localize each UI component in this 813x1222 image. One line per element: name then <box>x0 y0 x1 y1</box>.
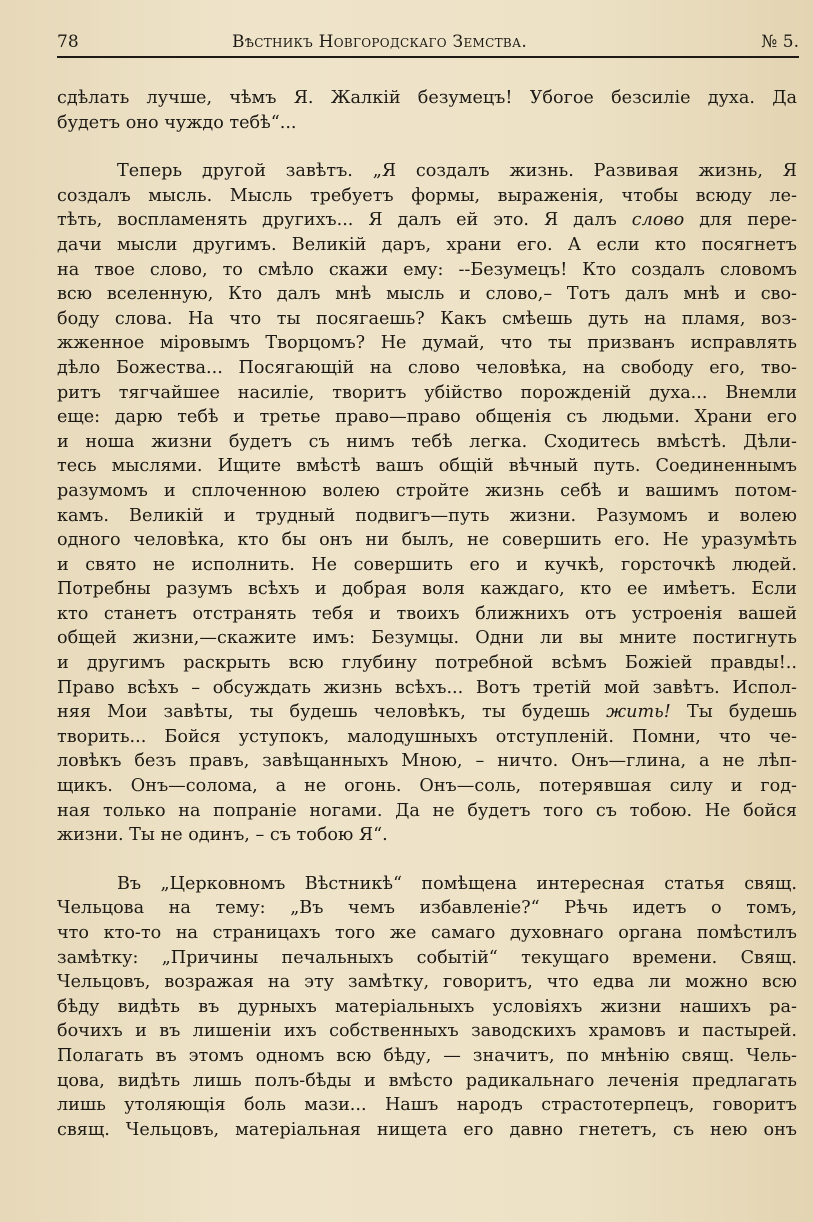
text-line: ная только на попраніе ногами. Да не будетъ того съ тобою. Не бойся <box>57 800 797 821</box>
page-number: 78 <box>57 32 79 52</box>
text-line: цова, видѣть лишь полъ-бѣды и вмѣсто радикальнаго леченія предлагать <box>57 1070 797 1091</box>
text-line: бочихъ и въ лишеніи ихъ собственныхъ заводскихъ храмовъ и пастырей. <box>57 1021 797 1042</box>
text-line: на твое слово, то смѣло скажи ему: --Безумецъ! Кто создалъ словомъ <box>57 259 797 280</box>
text-line: одного человѣка, кто бы онъ ни былъ, не совершить его. Не уразумѣть <box>57 530 797 551</box>
text-line: создалъ мысль. Мысль требуетъ формы, выраженія, чтобы всюду ле- <box>57 185 797 206</box>
text-line: дачи мысли другимъ. Великій даръ, храни его. А если кто посягнетъ <box>57 234 797 255</box>
issue-number: № 5. <box>761 32 799 52</box>
text-span: для пере- <box>699 210 797 231</box>
text-line: ловѣкъ безъ правъ, завѣщанныхъ Мною, – ничто. Онъ—глина, а не лѣп- <box>57 751 797 772</box>
emphasized-word: жить! <box>606 702 671 723</box>
text-line <box>57 700 797 725</box>
text-line: и другимъ раскрыть всю глубину потребной всѣмъ Божіей правды!.. <box>57 653 797 674</box>
text-span: няя Мои завѣты, ты будешь человѣкъ, ты будешь <box>57 702 591 723</box>
text-line: ритъ тягчайшее насиліе, творитъ убійство порожденій духа... Внемли <box>57 382 797 403</box>
text-line: дѣло Божества... Посягающій на слово человѣка, на свободу его, тво- <box>57 357 797 378</box>
text-line: Теперь другой завѣтъ. „Я создалъ жизнь. Развивая жизнь, Я <box>117 161 797 182</box>
emphasized-word: слово <box>631 210 685 231</box>
text-line: всю вселенную, Кто далъ мнѣ мысль и слово,– Тотъ далъ мнѣ и сво- <box>57 284 797 305</box>
text-line: боду слова. На что ты посягаешь? Какъ смѣешь дуть на пламя, воз- <box>57 308 797 329</box>
article-text <box>57 86 797 1142</box>
header-rule <box>57 56 799 58</box>
text-line: Чельцова на тему: „Въ чемъ избавленіе?“ Рѣчь идетъ о томъ, <box>57 898 797 919</box>
text-line: тесь мыслями. Ищите вмѣстѣ вашъ общій вѣчный путь. Соединеннымъ <box>57 456 797 477</box>
text-line: Въ „Церковномъ Вѣстникѣ“ помѣщена интересная статья свящ. <box>117 873 797 894</box>
text-line: камъ. Великій и трудный подвигъ—путь жизни. Разумомъ и волею <box>57 505 797 526</box>
text-line: замѣтку: „Причины печальныхъ событій“ текущаго времени. Свящ. <box>57 947 797 968</box>
text-line: еще: дарю тебѣ и третье право—право общенія съ людьми. Храни его <box>57 407 797 428</box>
text-line: свящ. Чельцовъ, матеріальная нищета его давно гнететъ, съ нею онъ <box>57 1119 797 1140</box>
text-line: творить... Бойся уступокъ, малодушныхъ отступленій. Помни, что че- <box>57 726 797 747</box>
text-line: общей жизни,—скажите имъ: Безумцы. Одни ли вы мните постигнуть <box>57 628 797 649</box>
text-line: Право всѣхъ – обсуждать жизнь всѣхъ... Вотъ третій мой завѣтъ. Испол- <box>57 677 797 698</box>
text-line <box>57 208 797 233</box>
text-line: бѣду видѣть въ дурныхъ матеріальныхъ условіяхъ жизни нашихъ ра- <box>57 996 797 1017</box>
journal-title: Вѣстникъ Новгородскаго Земства. <box>232 32 528 52</box>
text-line: лишь утоляющія боль мази... Нашъ народъ страстотерпецъ, говоритъ <box>57 1095 797 1116</box>
text-line: жженное міровымъ Творцомъ? Не думай, что ты призванъ исправлять <box>57 333 797 354</box>
text-line: что кто-то на страницахъ того же самаго духовнаго органа помѣстилъ <box>57 923 797 943</box>
text-line: Полагать въ этомъ одномъ всю бѣду, — значитъ, по мнѣнію свящ. Чель- <box>57 1045 797 1066</box>
text-line: Чельцовъ, возражая на эту замѣтку, говоритъ, что едва ли можно всю <box>57 972 797 993</box>
text-span: Ты будешь <box>687 702 798 723</box>
text-span: тѣть, воспламенять другихъ... Я далъ ей это. Я далъ <box>57 210 617 231</box>
text-line: щикъ. Онъ—солома, а не огонь. Онъ—соль, потерявшая силу и год- <box>57 776 797 797</box>
text-line: и ноша жизни будетъ съ нимъ тебѣ легка. Сходитесь вмѣстѣ. Дѣли- <box>57 431 797 452</box>
text-line: кто станетъ отстранять тебя и твоихъ ближнихъ отъ устроенія вашей <box>57 603 797 624</box>
text-line: будетъ оно чуждо тебѣ“... <box>57 112 297 133</box>
text-line: и свято не исполнить. Не совершить его и кучкѣ, горсточкѣ людей. <box>57 554 797 575</box>
text-line: Потребны разумъ всѣхъ и добрая воля каждаго, кто ее имѣетъ. Если <box>57 579 797 600</box>
text-line: сдѣлать лучше, чѣмъ Я. Жалкій безумецъ! Убогое безсиліе духа. Да <box>57 88 797 108</box>
text-line: разумомъ и сплоченною волею стройте жизнь себѣ и вашимъ потом- <box>57 480 797 501</box>
text-line: жизни. Ты не одинъ, – съ тобою Я“. <box>57 825 388 846</box>
